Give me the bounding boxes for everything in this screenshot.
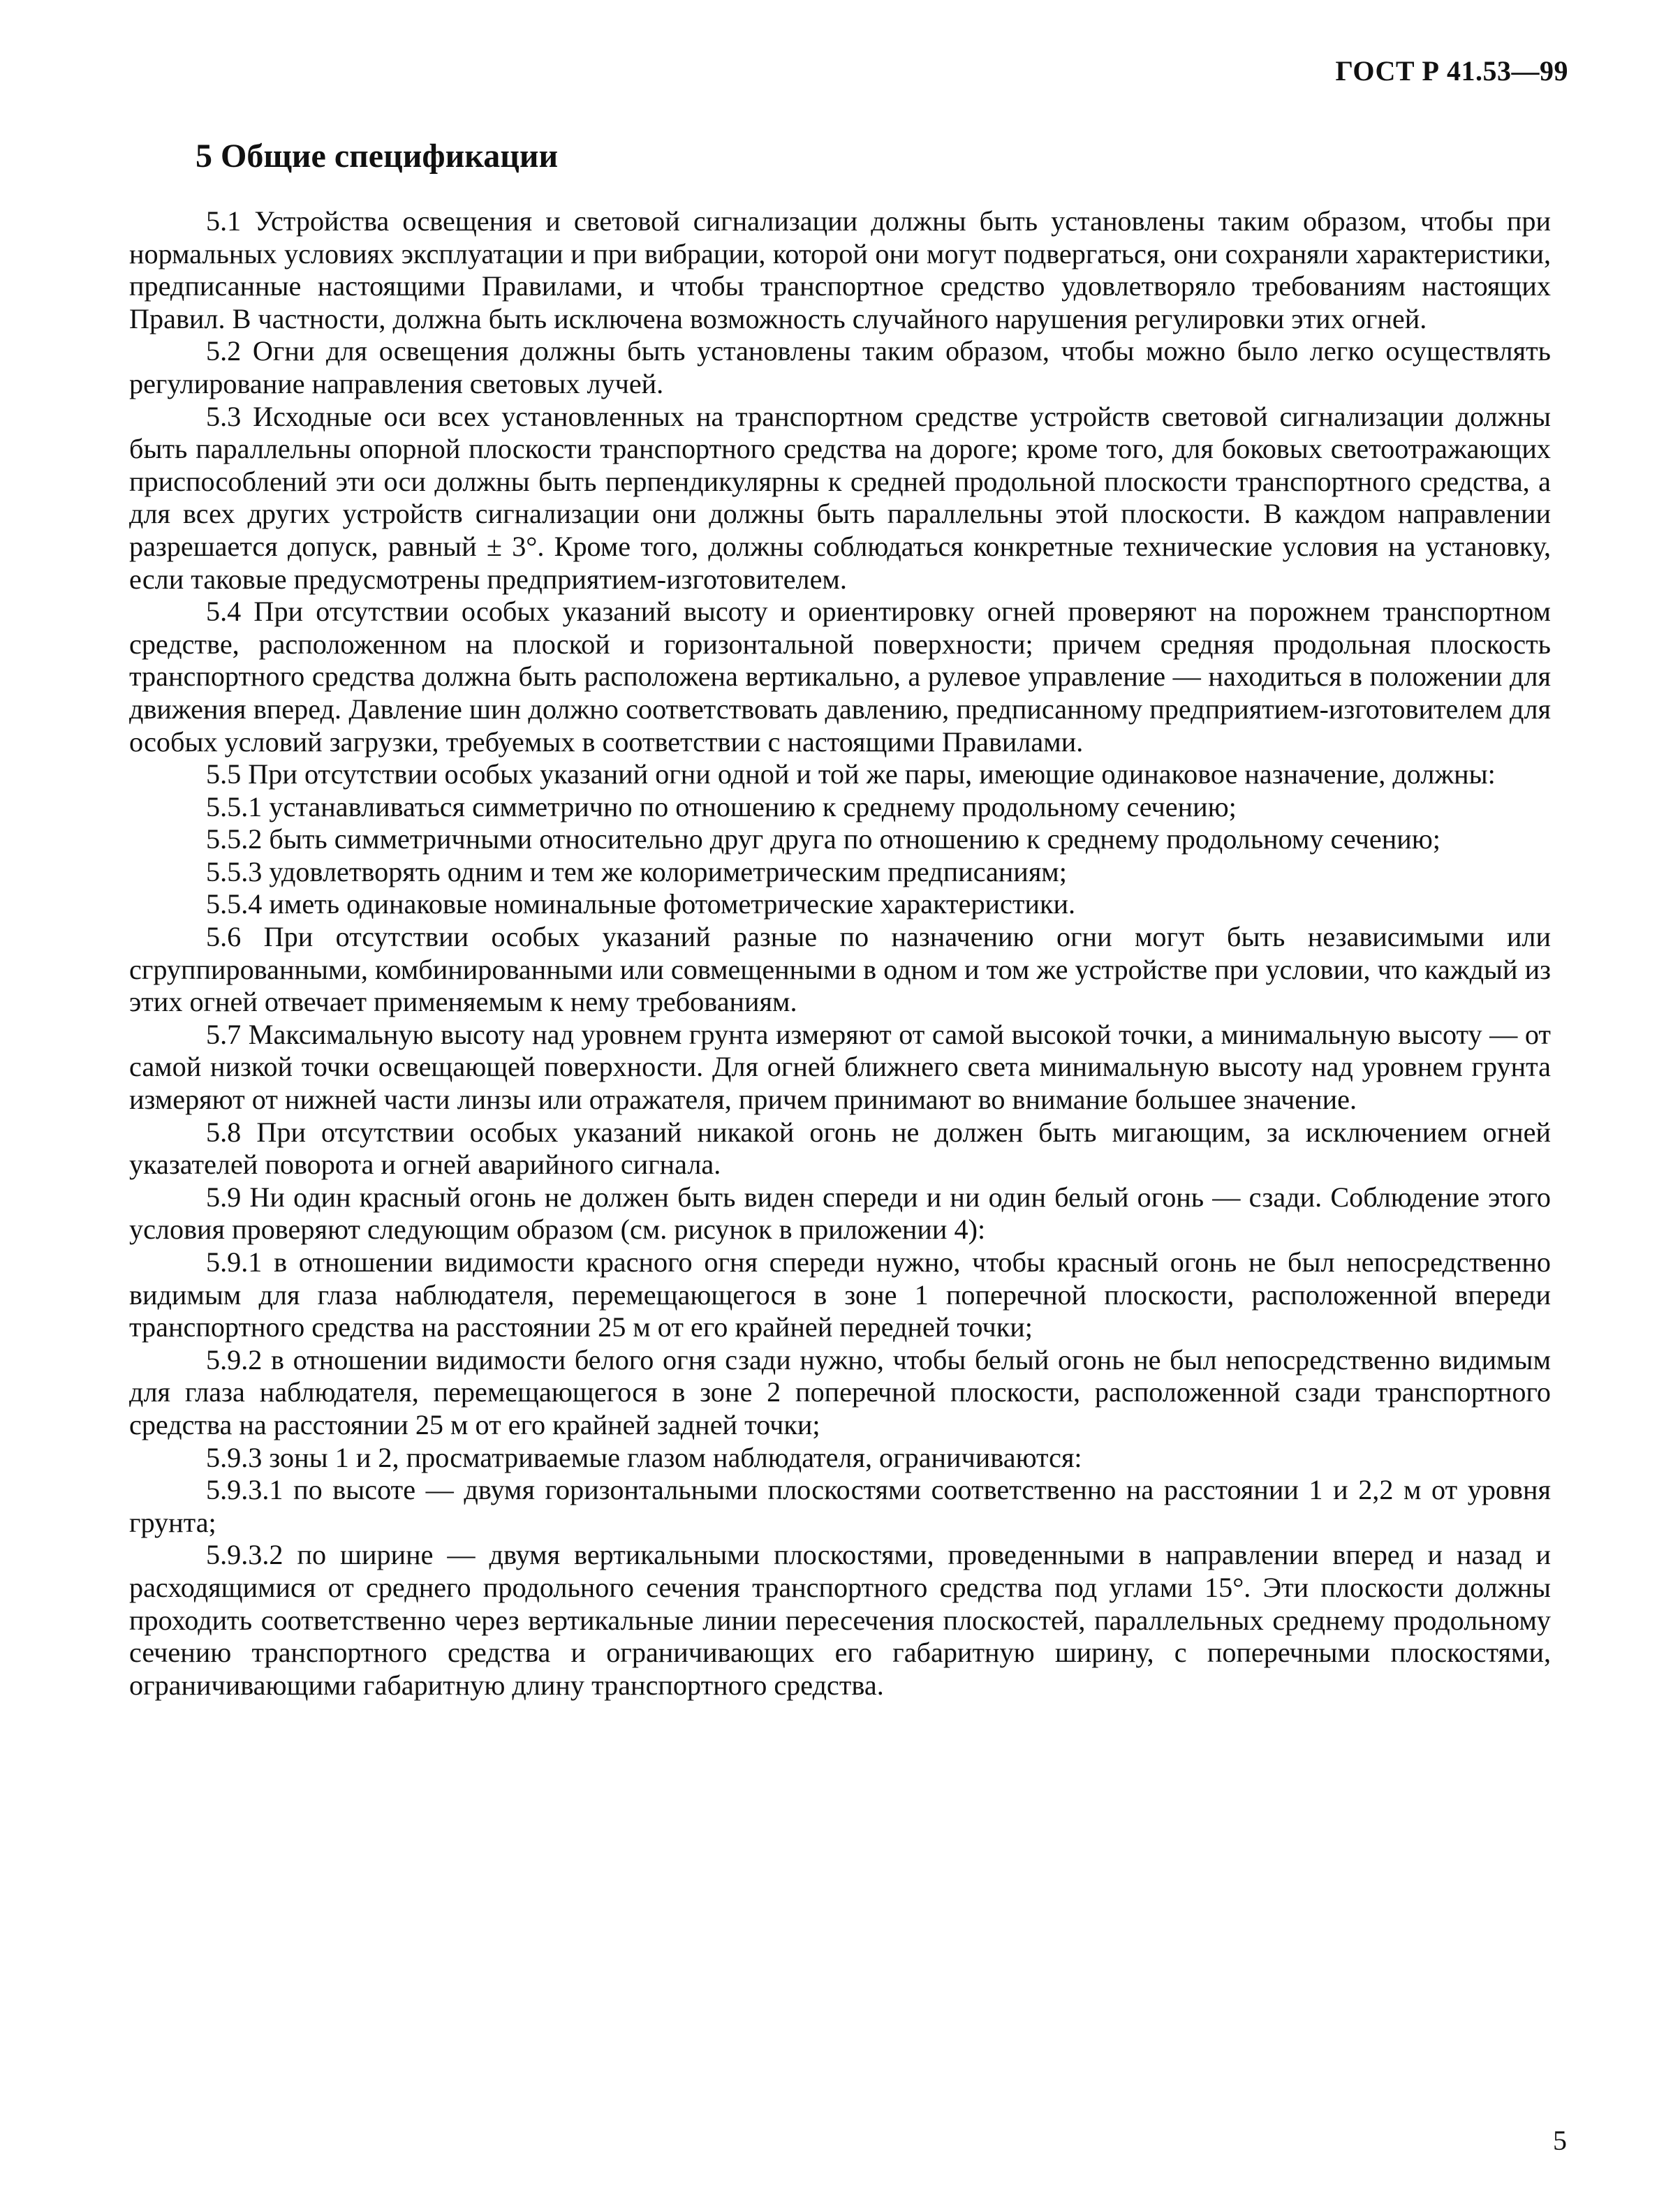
section-title: 5 Общие спецификации: [196, 138, 559, 175]
paragraph-5-7: 5.7 Максимальную высоту над уровнем грунта измеряют от самой высокой точки, а минимальную высоту — от самой низкой точки освещающей поверхности. Для огней ближнего света минимальную высоту над уровнем грунта измеряют от нижней части линзы или отражателя, причем принимают во внимание большее значение.: [129, 1018, 1551, 1116]
paragraph-5-1: 5.1 Устройства освещения и световой сигнализации должны быть установлены таким образом, чтобы при нормальных условиях эксплуатации и при вибрации, которой они могут подвергаться, они сохраняли характеристики, предписанные настоящими Правилами, и чтобы транспортное средство удовлетворяло требованиям настоящих Правил. В частности, должна быть исключена возможность случайного нарушения регулировки этих огней.: [129, 205, 1551, 334]
paragraph-5-9: 5.9 Ни один красный огонь не должен быть виден спереди и ни один белый огонь — сзади. Соблюдение этого условия проверяют следующим образом (см. рисунок в приложении 4):: [129, 1181, 1551, 1246]
paragraph-5-5-4: 5.5.4 иметь одинаковые номинальные фотометрические характеристики.: [206, 888, 1076, 920]
paragraph-5-9-3-2: 5.9.3.2 по ширине — двумя вертикальными плоскостями, проведенными в направлении вперед и назад и расходящимися от среднего продольного сечения транспортного средства под углами 15°. Эти плоскости должны проходить соответственно через вертикальные линии пересечения плоскостей, параллельных среднему продольному сечению транспортного средства и ограничивающих его габаритную ширину, с поперечными плоскостями, ограничивающими габаритную длину транспортного средства.: [129, 1539, 1551, 1701]
paragraph-5-5-3: 5.5.3 удовлетворять одним и тем же колориметрическим предписаниям;: [206, 855, 1067, 887]
section-body: [129, 205, 1551, 1702]
paragraph-5-8: 5.8 При отсутствии особых указаний никакой огонь не должен быть мигающим, за исключением огней указателей поворота и огней аварийного сигнала.: [129, 1116, 1551, 1181]
paragraph-5-9-3-1: 5.9.3.1 по высоте — двумя горизонтальными плоскостями соответственно на расстоянии 1 и 2,2 м от уровня грунта;: [129, 1474, 1551, 1538]
paragraph-5-3: 5.3 Исходные оси всех установленных на транспортном средстве устройств световой сигнализации должны быть параллельны опорной плоскости транспортного средства на дороге; кроме того, для боковых светоотражающих приспособлений эти оси должны быть перпендикулярны к средней продольной плоскости транспортного средства, а для всех других устройств сигнализации они должны быть параллельны этой плоскости. В каждом направлении разрешается допуск, равный ± 3°. Кроме того, должны соблюдаться конкретные технические условия на установку, если таковые предусмотрены предприятием-изготовителем.: [129, 400, 1551, 595]
paragraph-5-5-1: 5.5.1 устанавливаться симметрично по отношению к среднему продольному сечению;: [206, 790, 1237, 823]
paragraph-5-6: 5.6 При отсутствии особых указаний разные по назначению огни могут быть независимыми или сгруппированными, комбинированными или совмещенными в одном и том же устройстве при условии, что каждый из этих огней отвечает применяемым к нему требованиям.: [129, 921, 1551, 1018]
paragraph-5-4: 5.4 При отсутствии особых указаний высоту и ориентировку огней проверяют на порожнем транспортном средстве, расположенном на плоской и горизонтальной поверхности; причем средняя продольная плоскость транспортного средства должна быть расположена вертикально, а рулевое управление — находиться в положении для движения вперед. Давление шин должно соответствовать давлению, предписанному предприятием-изготовителем для особых условий загрузки, требуемых в соответствии с настоящими Правилами.: [129, 596, 1551, 758]
paragraph-5-9-1: 5.9.1 в отношении видимости красного огня спереди нужно, чтобы красный огонь не был непосредственно видимым для глаза наблюдателя, перемещающегося в зоне 1 поперечной плоскости, расположенной впереди транспортного средства на расстоянии 25 м от его крайней передней точки;: [129, 1246, 1551, 1343]
paragraph-5-9-2: 5.9.2 в отношении видимости белого огня сзади нужно, чтобы белый огонь не был непосредственно видимым для глаза наблюдателя, перемещающегося в зоне 2 поперечной плоскости, расположенной сзади транспортного средства на расстоянии 25 м от его крайней задней точки;: [129, 1343, 1551, 1440]
paragraph-5-9-3: 5.9.3 зоны 1 и 2, просматриваемые глазом наблюдателя, ограничиваются:: [206, 1441, 1082, 1473]
paragraph-5-5: 5.5 При отсутствии особых указаний огни одной и той же пары, имеющие одинаковое назначение, должны:: [206, 758, 1496, 790]
paragraph-5-2: 5.2 Огни для освещения должны быть установлены таким образом, чтобы можно было легко осуществлять регулирование направления световых лучей.: [129, 335, 1551, 399]
page-number: 5: [1553, 2125, 1567, 2156]
paragraph-5-5-2: 5.5.2 быть симметричными относительно друг друга по отношению к среднему продольному сечению;: [206, 823, 1440, 855]
document-code: ГОСТ Р 41.53—99: [1335, 55, 1568, 87]
